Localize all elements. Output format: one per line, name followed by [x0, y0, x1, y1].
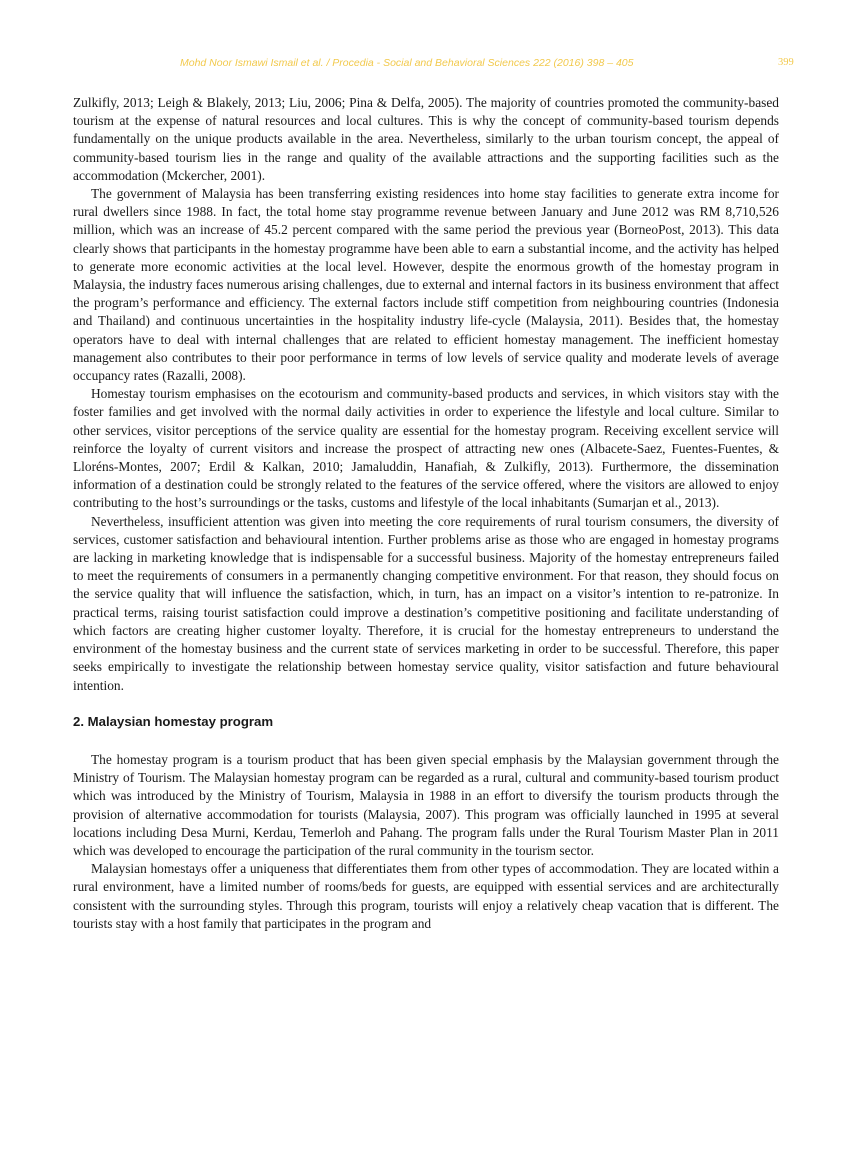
page-number: 399 [778, 57, 794, 68]
paragraph: Nevertheless, insufficient attention was given into meeting the core requirements of rural tourism consumers, the diversity of services, customer satisfaction and behavioural intention. Further problems arise as those who are engaged in homestay programs are lacking in marketing knowledge that is indispensable for a successful business. Majority of the homestay entrepreneurs failed to meet the requirements of consumers in a permanently changing competitive environment. For that reason, they should focus on the service quality that will influence the satisfaction, which, in turn, has an impact on a visitor’s intention to re-patronize. In practical terms, raising tourist satisfaction could improve a destination’s competitive positioning and facilitate understanding of which factors are creating higher customer loyalty. Therefore, it is crucial for the homestay entrepreneurs to understand the environment of the homestay business and the current state of services marketing in order to be successful. Therefore, this paper seeks empirically to investigate the relationship between homestay service quality, visitor satisfaction and future behavioural intention. [73, 513, 779, 693]
paragraph: Homestay tourism emphasises on the ecotourism and community-based products and services, in which visitors stay with the foster families and get involved with the normal daily activities in order to experience the lifestyle and local culture. Similar to other services, visitor perceptions of the service quality are essential for the homestay program. Receiving excellent service will reinforce the loyalty of current visitors and increase the prospect of attracting new ones (Albacete-Saez, Fuentes-Fuentes, & Lloréns-Montes, 2007; Erdil & Kalkan, 2010; Jamaluddin, Hanafiah, & Zulkifly, 2013). Furthermore, the dissemination information of a destination could be strongly related to the features of the service offered, where the visitors are allowed to enjoy contributing to the host’s surroundings or the tasks, customs and lifestyle of the local inhabitants (Sumarjan et al., 2013). [73, 386, 779, 511]
paragraph: The homestay program is a tourism product that has been given special emphasis by the Malaysian government through the Ministry of Tourism. The Malaysian homestay program can be regarded as a rural, cultural and community-based tourism product which was introduced by the Ministry of Tourism, Malaysia in 1988 in an effort to diversify the tourism products through the provision of alternative accommodation for tourists (Malaysia, 2007). This program was officially launched in 1995 at several locations including Desa Murni, Kerdau, Temerloh and Pahang. The program falls under the Rural Tourism Master Plan in 2011 which was developed to encourage the participation of the rural community in the tourism sector. [73, 751, 779, 858]
paragraph: The government of Malaysia has been transferring existing residences into home stay facilities to generate extra income for rural dwellers since 1988. In fact, the total home stay programme revenue between January and June 2012 was RM 8,710,526 million, which was an increase of 45.2 percent compared with the same period the previous year (BorneoPost, 2013). This data clearly shows that participants in the homestay programme have been able to earn a substantial income, and the activity has helped to generate more economic activities at the local level. However, despite the enormous growth of the homestay program in Malaysia, the industry faces numerous arising challenges, due to external and internal factors in its business environment that affect the program’s performance and efficiency. The external factors include stiff competition from neighbouring countries (Indonesia and Thailand) and continuous uncertainties in the hospitality industry life-cycle (Malaysia, 2011). Besides that, the homestay operators have to deal with internal challenges that are related to efficient homestay management. The inefficient homestay management also contributes to their poor performance in terms of low levels of service quality and moderate levels of average occupancy rates (Razalli, 2008). [73, 186, 779, 384]
article-body [73, 94, 779, 933]
paragraph-continued: Zulkifly, 2013; Leigh & Blakely, 2013; Liu, 2006; Pina & Delfa, 2005). The majority of countries promoted the community-based tourism at the expense of natural resources and local cultures. This is why the concept of community-based tourism depends fundamentally on the unique products available in the area. Nevertheless, similarly to the urban tourism concept, the appeal of community-based tourism lies in the range and quality of the available attractions and the supporting facilities such as the accommodation (Mckercher, 2001). [73, 95, 779, 183]
section-heading: 2. Malaysian homestay program [73, 713, 274, 729]
running-header: Mohd Noor Ismawi Ismail et al. / Procedia - Social and Behavioral Sciences 222 (2016) 398 – 405 [180, 57, 634, 69]
paragraph: Malaysian homestays offer a uniqueness that differentiates them from other types of accommodation. They are located within a rural environment, have a limited number of rooms/beds for guests, are equipped with essential services and are architecturally consistent with the surrounding styles. Through this program, tourists will enjoy a relatively cheap vacation that is different. The tourists stay with a host family that participates in the program and [73, 861, 779, 931]
